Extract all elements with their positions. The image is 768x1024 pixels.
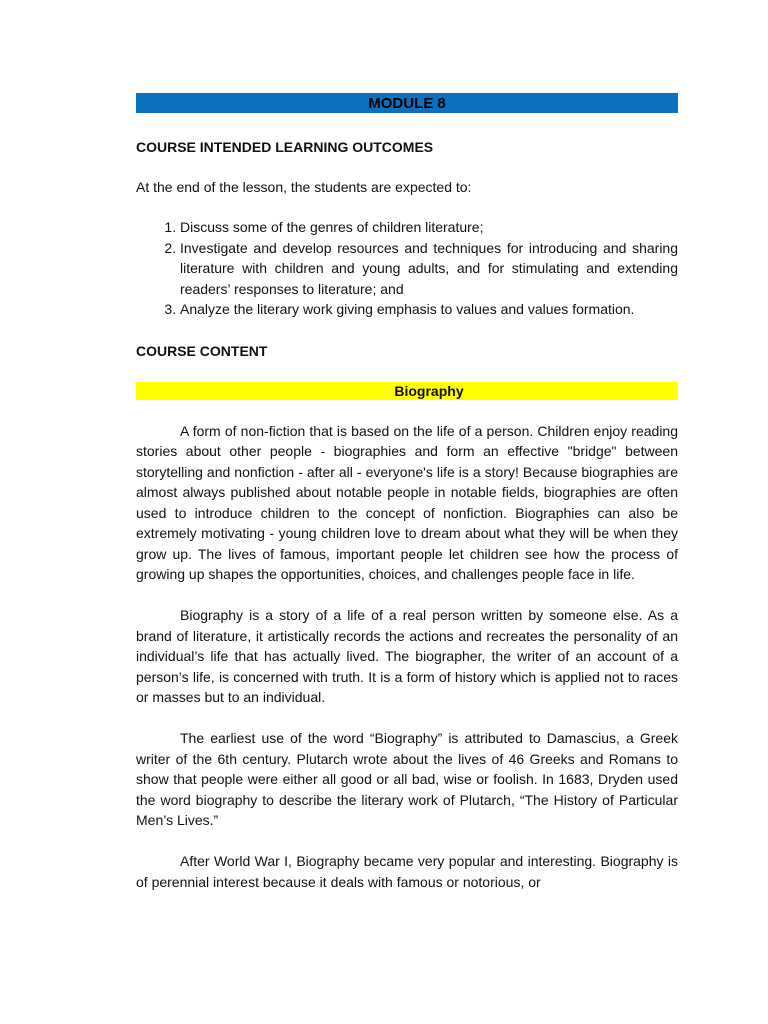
outcomes-heading: COURSE INTENDED LEARNING OUTCOMES <box>136 139 434 155</box>
list-item: 1. Discuss some of the genres of children literature; <box>180 217 678 238</box>
outcomes-intro: At the end of the lesson, the students are expected to: <box>136 179 472 195</box>
topic-title: Biography <box>136 382 678 400</box>
document-page <box>136 93 678 892</box>
list-item: 3. Analyze the literary work giving emphasis to values and values formation. <box>180 299 678 320</box>
body-paragraph: Biography is a story of a life of a real person written by someone else. As a brand of literature, it artistically records the actions and recreates the personality of an individual’s life that has actually lived. The biographer, the writer of an account of a person’s life, is concerned with truth. It is a form of history which is applied not to races or masses but to an individual. <box>136 607 678 705</box>
body-paragraph: A form of non-fiction that is based on the life of a person. Children enjoy reading stories about other people - biographies and form an effective "bridge" between storytelling and nonfiction - after all - everyone's life is a story! Because biographies are almost always published about notable people in notable fields, biographies are often used to introduce children to the concept of nonfiction. Biographies can also be extremely motivating - young children love to dream about what they will be when they grow up. The lives of famous, important people let children see how the process of growing up shapes the opportunities, choices, and challenges people face in life. <box>136 422 678 582</box>
body-paragraph: The earliest use of the word “Biography” is attributed to Damascius, a Greek writer of the 6th century. Plutarch wrote about the lives of 46 Greeks and Romans to show that people were either all good or all bad, wise or foolish. In 1683, Dryden used the word biography to describe the literary work of Plutarch, “The History of Particular Men’s Lives.” <box>136 730 678 828</box>
outcomes-list <box>136 217 678 320</box>
body-paragraph: After World War I, Biography became very popular and interesting. Biography is of perennial interest because it deals with famous or notorious, or <box>136 853 678 890</box>
list-item: 2. Investigate and develop resources and techniques for introducing and sharing literature with children and young adults, and for stimulating and extending readers’ responses to literature; and <box>180 238 678 300</box>
module-title: MODULE 8 <box>136 93 678 113</box>
content-heading: COURSE CONTENT <box>136 342 268 359</box>
